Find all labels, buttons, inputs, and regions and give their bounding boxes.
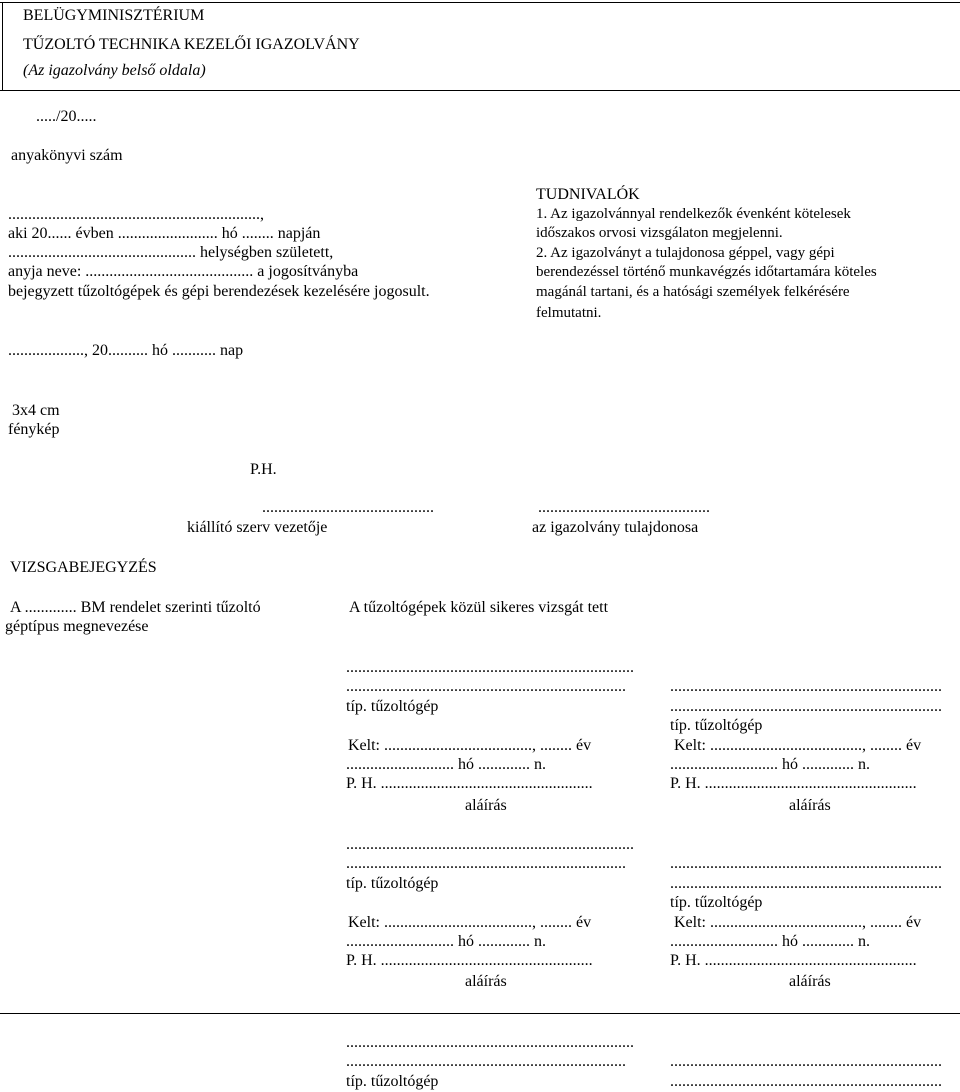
entry3-month: ........................... hó ............. n. — [346, 933, 546, 950]
issuer-label: kiállító szerv vezetője — [187, 519, 328, 536]
notes-item-2a: 2. Az igazolványt a tulajdonosa géppel, vagy gépi — [536, 245, 835, 261]
entry3-type: típ. tűzoltógép — [346, 875, 439, 892]
stamp-label: P.H. — [250, 461, 277, 478]
registry-label: anyakönyvi szám — [11, 147, 123, 164]
entry1-stamp: P. H. ..................................................... — [346, 775, 593, 792]
entry1-type: típ. tűzoltógép — [346, 698, 439, 715]
machine-type-heading-2: géptípus megnevezése — [5, 618, 149, 635]
entry2-month: ........................... hó ............. n. — [670, 756, 870, 773]
ministry-name: BELÜGYMINISZTÉRIUM — [23, 7, 205, 24]
entry4-dots-1: .................................................................... — [670, 855, 942, 872]
entry2-dots-1: .................................................................... — [670, 678, 942, 695]
holder-line-3: ............................................... helységben született, — [8, 244, 334, 261]
entry1-date: Kelt: ....................................., ........ év — [348, 737, 592, 754]
notes-item-1a: 1. Az igazolvánnyal rendelkezők évenként kötelesek — [536, 206, 851, 222]
entry5-type: típ. tűzoltógép — [346, 1073, 439, 1090]
entry5-dots-1: ........................................................................ — [346, 1034, 634, 1051]
entry2-dots-2: .................................................................... — [670, 698, 942, 715]
issue-date: ..................., 20.......... hó ........... nap — [8, 342, 244, 359]
holder-line-5: bejegyzett tűzoltógépek és gépi berendezések kezelésére jogosult. — [8, 283, 430, 300]
entry4-type: típ. tűzoltógép — [670, 894, 763, 911]
entry4-dots-2: .................................................................... — [670, 875, 942, 892]
notes-item-2b: berendezéssel történő munkavégzés időtartamára köteles — [536, 264, 877, 280]
entry1-dots-1: ........................................................................ — [346, 659, 634, 676]
entry4-signature: aláírás — [789, 973, 831, 990]
holder-line-4: anyja neve: .......................................... a jogosítványba — [8, 263, 359, 280]
entry2-date: Kelt: ......................................, ........ év — [674, 737, 922, 754]
entry1-signature: aláírás — [465, 797, 507, 814]
header-divider — [0, 90, 960, 91]
entry6-dots-2: .................................................................... — [670, 1073, 942, 1090]
entry6-dots-1: .................................................................... — [670, 1053, 942, 1070]
notes-item-2c: magánál tartani, és a hatósági személyek felkérésére — [536, 284, 850, 300]
owner-signature-line: ........................................... — [538, 499, 710, 516]
entry1-dots-2: ...................................................................... — [346, 678, 626, 695]
entry5-dots-2: ...................................................................... — [346, 1053, 626, 1070]
top-border — [0, 2, 960, 3]
entry2-signature: aláírás — [789, 797, 831, 814]
entry3-dots-2: ...................................................................... — [346, 855, 626, 872]
entry4-stamp: P. H. ..................................................... — [670, 952, 917, 969]
entry3-dots-1: ........................................................................ — [346, 836, 634, 853]
document-subtitle: (Az igazolvány belső oldala) — [23, 62, 206, 79]
notes-item-2d: felmutatni. — [536, 305, 602, 321]
holder-line-1: ..............................................................., — [8, 206, 264, 223]
notes-title: TUDNIVALÓK — [536, 186, 640, 203]
entry3-stamp: P. H. ..................................................... — [346, 952, 593, 969]
left-border — [2, 2, 3, 90]
machine-type-heading-1: A ............. BM rendelet szerinti tűzoltó — [10, 599, 261, 616]
bottom-divider — [0, 1013, 960, 1014]
entry4-month: ........................... hó ............. n. — [670, 933, 870, 950]
owner-label: az igazolvány tulajdonosa — [532, 519, 699, 536]
photo-label: fénykép — [8, 421, 60, 438]
entry2-stamp: P. H. ..................................................... — [670, 775, 917, 792]
holder-line-2: aki 20...... évben ......................... hó ........ napján — [8, 225, 321, 242]
document-title: TŰZOLTÓ TECHNIKA KEZELŐI IGAZOLVÁNY — [23, 36, 360, 53]
passed-exam-heading: A tűzoltógépek közül sikeres vizsgát tett — [349, 599, 609, 616]
entry3-signature: aláírás — [465, 973, 507, 990]
entry3-date: Kelt: ....................................., ........ év — [348, 914, 592, 931]
entry4-date: Kelt: ......................................, ........ év — [674, 914, 922, 931]
entry1-month: ........................... hó ............. n. — [346, 756, 546, 773]
photo-size: 3x4 cm — [12, 402, 60, 419]
notes-item-1b: időszakos orvosi vizsgálaton megjelenni. — [536, 225, 783, 241]
issuer-signature-line: ........................................... — [262, 499, 434, 516]
exam-title: VIZSGABEJEGYZÉS — [10, 559, 157, 576]
entry2-type: típ. tűzoltógép — [670, 717, 763, 734]
registry-number: ...../20..... — [36, 108, 97, 125]
